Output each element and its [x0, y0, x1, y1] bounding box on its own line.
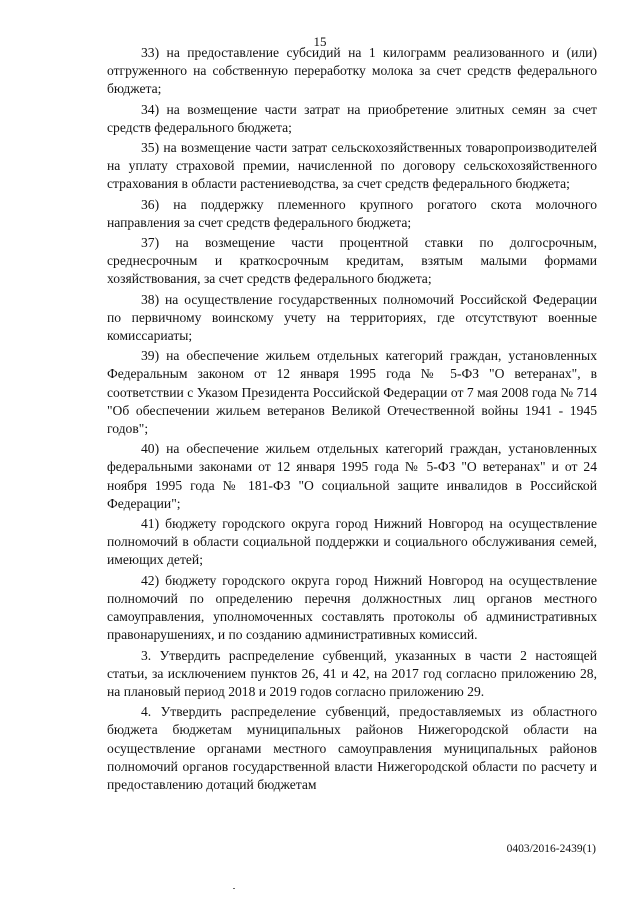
document-code: 0403/2016-2439(1) [506, 843, 596, 855]
paragraph-item-38: 38) на осуществление государственных полномочий Российской Федерации по первичному воинскому учету на территориях, где отсутствуют военные комиссариаты; [107, 291, 597, 344]
paragraph-item-33: 33) на предоставление субсидий на 1 килограмм реализованного и (или) отгруженного на собственную переработку молока за счет средств федерального бюджета; [107, 45, 597, 97]
paragraph-item-35: 35) на возмещение части затрат сельскохозяйственных товаропроизводителей на уплату страховой премии, начисленной по договору сельскохозяйственного страхования в области растениеводства, за счет средств федерального бюджета; [107, 140, 597, 192]
paragraph-item-34: 34) на возмещение части затрат на приобретение элитных семян за счет средств федерального бюджета; [107, 101, 597, 135]
paragraph-item-37: 37) на возмещение части процентной ставки по долгосрочным, среднесрочным и краткосрочным кредитам, взятым малыми формами хозяйствования, за счет средств федерального бюджета; [107, 235, 597, 287]
paragraph-item-41: 41) бюджету городского округа город Нижний Новгород на осуществление полномочий в области социальной поддержки и социального обслуживания семей, имеющих детей; [107, 516, 597, 568]
page-number: 15 [313, 34, 327, 49]
paragraph-item-40: 40) на обеспечение жильем отдельных категорий граждан, установленных федеральными законами от 12 января 1995 года № 5-ФЗ "О ветеранах" и от 24 ноября 1995 года № 181-ФЗ "О социальной защите инвалидов в Российской Федерации"; [107, 441, 597, 511]
document-body [107, 44, 597, 796]
paragraph-item-36: 36) на поддержку племенного крупного рогатого скота молочного направления за счет средств федерального бюджета; [107, 196, 597, 230]
paragraph-part-3: 3. Утвердить распределение субвенций, указанных в части 2 настоящей статьи, за исключением пунктов 26, 41 и 42, на 2017 год согласно приложению 28, на плановый период 2018 и 2019 годов согласно приложению 29. [107, 647, 597, 699]
paragraph-item-42: 42) бюджету городского округа город Нижний Новгород на осуществление полномочий по определению перечня должностных лиц органов местного самоуправления, уполномоченных составлять протоколы об административных правонарушениях, и по созданию административных комиссий. [107, 572, 597, 643]
paragraph-part-4: 4. Утвердить распределение субвенций, предоставляемых из областного бюджета бюджетам муниципальных районов Нижегородской области на осуществление органами местного самоуправления муниципальных районов полномочий органов государственной власти Нижегородской области по расчету и предоставлению дотаций бюджетам [107, 704, 597, 792]
scan-speck [233, 888, 235, 889]
paragraph-item-39: 39) на обеспечение жильем отдельных категорий граждан, установленных Федеральным законом от 12 января 1995 года № 5-ФЗ "О ветеранах", в соответствии с Указом Президента Российской Федерации от 7 мая 2008 года № 714 "Об обеспечении жильем ветеранов Великой Отечественной войны 1941 - 1945 годов"; [107, 348, 597, 437]
